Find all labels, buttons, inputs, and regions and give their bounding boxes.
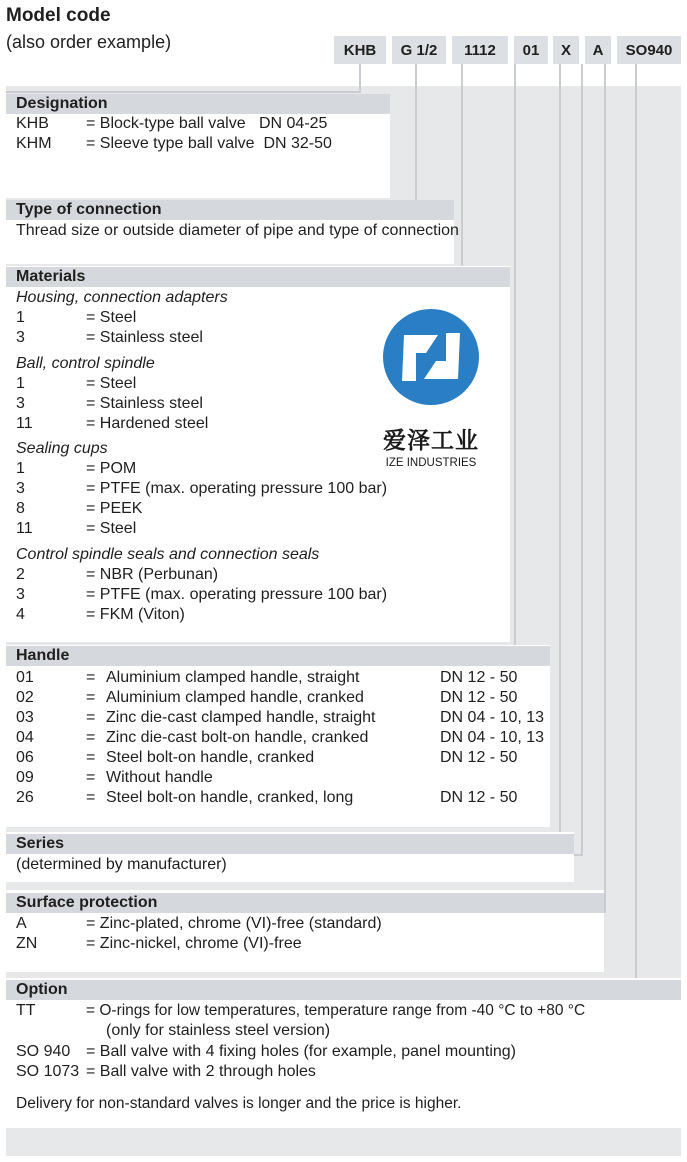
ize-logo-english: IZE INDUSTRIES (385, 457, 477, 469)
connection-text: Thread size or outside diameter of pipe and type of connection (16, 222, 459, 239)
ball-desc-3: = Stainless steel (86, 395, 203, 412)
seals-code-4: 4 (16, 606, 25, 623)
option-code-so940: SO 940 (16, 1043, 71, 1060)
designation-code-khb: KHB (16, 115, 49, 132)
handle-desc: Aluminium clamped handle, cranked (106, 689, 364, 706)
handle-eq: = (86, 709, 96, 726)
option-desc-tt-note: (only for stainless steel version) (106, 1022, 331, 1039)
surface-code-a: A (16, 915, 27, 932)
handle-code: 02 (16, 689, 34, 706)
code-segment-surface: A (585, 36, 611, 64)
seals-desc-2: = NBR (Perbunan) (86, 566, 219, 583)
handle-code: 04 (16, 729, 34, 746)
ball-code-11: 11 (16, 415, 33, 432)
code-segment-option: SO940 (617, 36, 681, 64)
designation-heading: Designation (6, 94, 390, 114)
handle-desc: Zinc die-cast clamped handle, straight (106, 709, 376, 726)
ball-desc-1: = Steel (86, 375, 137, 392)
series-text: (determined by manufacturer) (16, 856, 227, 873)
seals-code-2: 2 (16, 566, 25, 583)
handle-desc: Steel bolt-on handle, cranked, long (106, 789, 354, 806)
ball-code-1: 1 (16, 375, 25, 392)
code-segment-handle: 01 (514, 36, 548, 64)
handle-heading: Handle (6, 646, 550, 666)
option-desc-so940: = Ball valve with 4 fixing holes (for example, panel mounting) (86, 1043, 516, 1060)
handle-code: 06 (16, 749, 34, 766)
designation-desc-khb: = Block-type ball valve DN 04-25 (86, 115, 328, 132)
handle-desc: Zinc die-cast bolt-on handle, cranked (106, 729, 369, 746)
handle-desc: Without handle (106, 769, 213, 786)
code-segment-connection: G 1/2 (392, 36, 446, 64)
code-segment-designation: KHB (334, 36, 386, 64)
cups-code-3: 3 (16, 480, 25, 497)
cups-desc-11: = Steel (86, 520, 137, 537)
surface-desc-zn: = Zinc-nickel, chrome (VI)-free (86, 935, 302, 952)
ize-logo-chinese: 爱泽工业 (383, 428, 479, 454)
materials-seals-title: Control spindle seals and connection seals (16, 546, 320, 563)
option-desc-so1073: = Ball valve with 2 through holes (86, 1063, 316, 1080)
code-segment-materials: 1112 (452, 36, 508, 64)
page-title: Model code (6, 5, 111, 26)
footer-note: Delivery for non-standard valves is longer and the price is higher. (16, 1095, 462, 1112)
materials-cups-title: Sealing cups (16, 440, 108, 457)
handle-dn: DN 12 - 50 (440, 669, 518, 686)
housing-desc-3: = Stainless steel (86, 329, 203, 346)
handle-eq: = (86, 789, 96, 806)
page-subtitle: (also order example) (6, 32, 172, 52)
housing-code-3: 3 (16, 329, 25, 346)
housing-desc-1: = Steel (86, 309, 137, 326)
connection-heading: Type of connection (6, 200, 454, 220)
seals-desc-4: = FKM (Viton) (86, 606, 185, 623)
cups-desc-3: = PTFE (max. operating pressure 100 bar) (86, 480, 388, 497)
handle-dn: DN 12 - 50 (440, 689, 518, 706)
option-code-so1073: SO 1073 (16, 1063, 80, 1080)
handle-eq: = (86, 689, 96, 706)
ball-desc-11: = Hardened steel (86, 415, 209, 432)
designation-desc-khm: = Sleeve type ball valve DN 32-50 (86, 135, 332, 152)
handle-eq: = (86, 729, 96, 746)
handle-eq: = (86, 669, 96, 686)
handle-dn: DN 12 - 50 (440, 789, 518, 806)
option-code-tt: TT (16, 1002, 36, 1019)
cups-desc-1: = POM (86, 460, 137, 477)
surface-code-zn: ZN (16, 935, 38, 952)
seals-desc-3: = PTFE (max. operating pressure 100 bar) (86, 586, 388, 603)
handle-desc: Steel bolt-on handle, cranked (106, 749, 315, 766)
cups-code-8: 8 (16, 500, 25, 517)
ize-logo-mark-icon (376, 305, 486, 415)
handle-dn: DN 04 - 10, 13 (440, 729, 545, 746)
designation-code-khm: KHM (16, 135, 52, 152)
cups-desc-8: = PEEK (86, 500, 143, 517)
handle-code: 26 (16, 789, 34, 806)
ize-logo (376, 305, 486, 470)
housing-code-1: 1 (16, 309, 25, 326)
seals-code-3: 3 (16, 586, 25, 603)
ball-code-3: 3 (16, 395, 25, 412)
handle-code: 09 (16, 769, 34, 786)
option-desc-tt: = O-rings for low temperatures, temperature range from -40 °C to +80 °C (86, 1002, 586, 1019)
handle-code: 01 (16, 669, 34, 686)
handle-code: 03 (16, 709, 34, 726)
option-heading: Option (6, 980, 681, 1000)
handle-dn: DN 04 - 10, 13 (440, 709, 545, 726)
materials-ball-title: Ball, control spindle (16, 355, 155, 372)
handle-eq: = (86, 749, 96, 766)
materials-heading: Materials (6, 267, 510, 287)
code-segment-series: X (553, 36, 579, 64)
surface-desc-a: = Zinc-plated, chrome (VI)-free (standard) (86, 915, 382, 932)
cups-code-1: 1 (16, 460, 25, 477)
surface-heading: Surface protection (6, 893, 604, 913)
materials-housing-title: Housing, connection adapters (16, 289, 228, 306)
handle-desc: Aluminium clamped handle, straight (106, 669, 360, 686)
handle-eq: = (86, 769, 96, 786)
handle-dn: DN 12 - 50 (440, 749, 518, 766)
series-heading: Series (6, 834, 574, 854)
cups-code-11: 11 (16, 520, 33, 537)
